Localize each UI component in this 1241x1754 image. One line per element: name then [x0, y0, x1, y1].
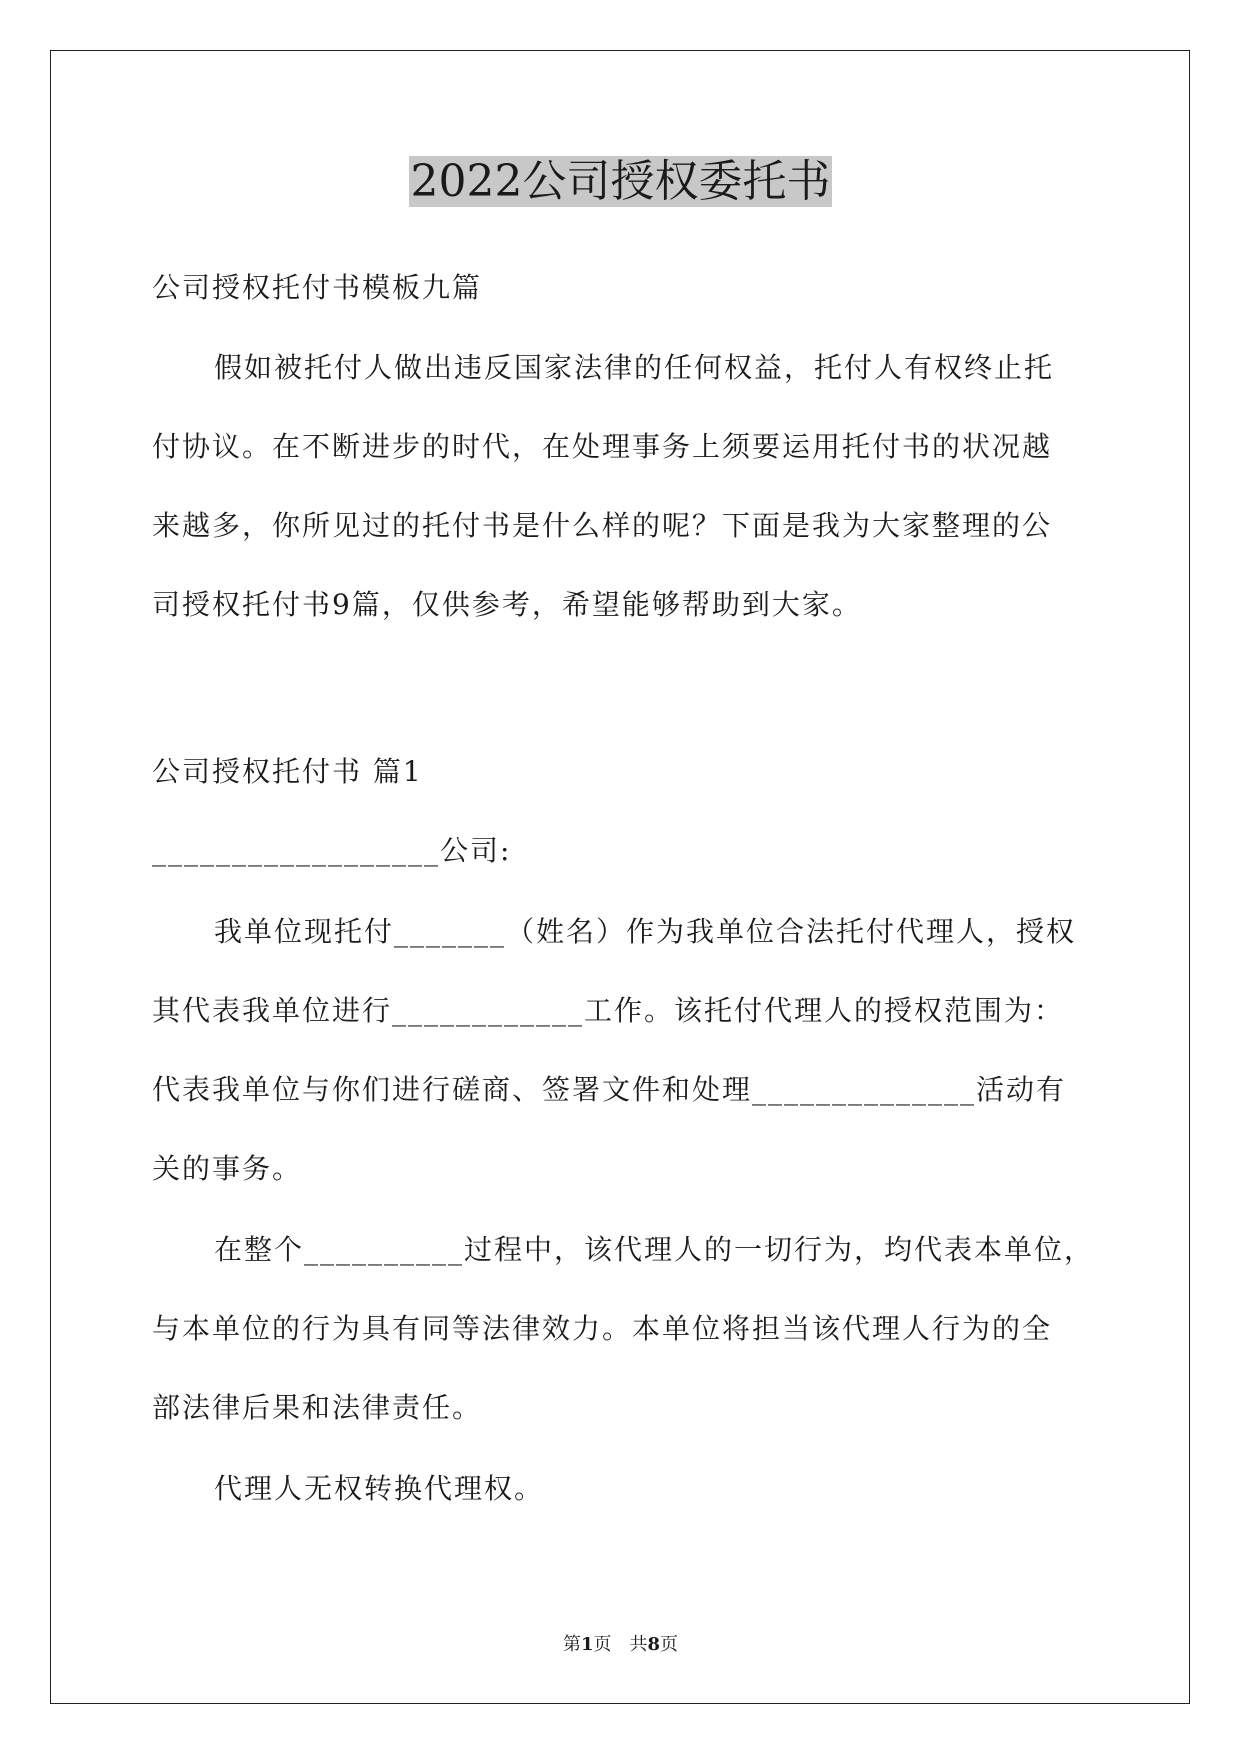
document-title [0, 152, 1241, 212]
page-footer [0, 1633, 1241, 1657]
body-line-6: 与本单位的行为具有同等法律效力。本单位将担当该代理人行为的全 [152, 1312, 1053, 1345]
intro-line-3: 来越多，你所见过的托付书是什么样的呢？下面是我为大家整理的公 [152, 509, 1053, 542]
intro-line-4: 司授权托付书9篇，仅供参考，希望能够帮助到大家。 [152, 588, 862, 621]
footer-suffix: 页 [660, 1634, 679, 1655]
body-line-5: 在整个__________过程中，该代理人的一切行为，均代表本单位， [214, 1233, 1095, 1266]
body-line-2: 其代表我单位进行____________工作。该托付代理人的授权范围为： [152, 994, 1065, 1027]
document-title-text: 2022公司授权委托书 [410, 156, 831, 207]
intro-line-2: 付协议。在不断进步的时代，在处理事务上须要运用托付书的状况越 [152, 430, 1053, 463]
body-line-1: 我单位现托付_______（姓名）作为我单位合法托付代理人，授权 [214, 915, 1077, 948]
addressee-line: __________________公司: [152, 834, 512, 867]
footer-prefix: 第 [562, 1634, 581, 1655]
intro-line-1: 假如被托付人做出违反国家法律的任何权益，托付人有权终止托 [214, 351, 1055, 384]
footer-mid: 页 共 [593, 1634, 648, 1655]
body-line-4: 关的事务。 [152, 1152, 303, 1185]
footer-total-pages: 8 [647, 1634, 661, 1655]
body-line-8: 代理人无权转换代理权。 [214, 1472, 545, 1505]
subtitle: 公司授权托付书模板九篇 [152, 271, 483, 304]
body-line-7: 部法律后果和法律责任。 [152, 1391, 483, 1424]
body-line-3: 代表我单位与你们进行磋商、签署文件和处理______________活动有 [152, 1073, 1067, 1106]
section-heading: 公司授权托付书 篇1 [152, 755, 423, 788]
footer-page-number: 1 [580, 1634, 594, 1655]
